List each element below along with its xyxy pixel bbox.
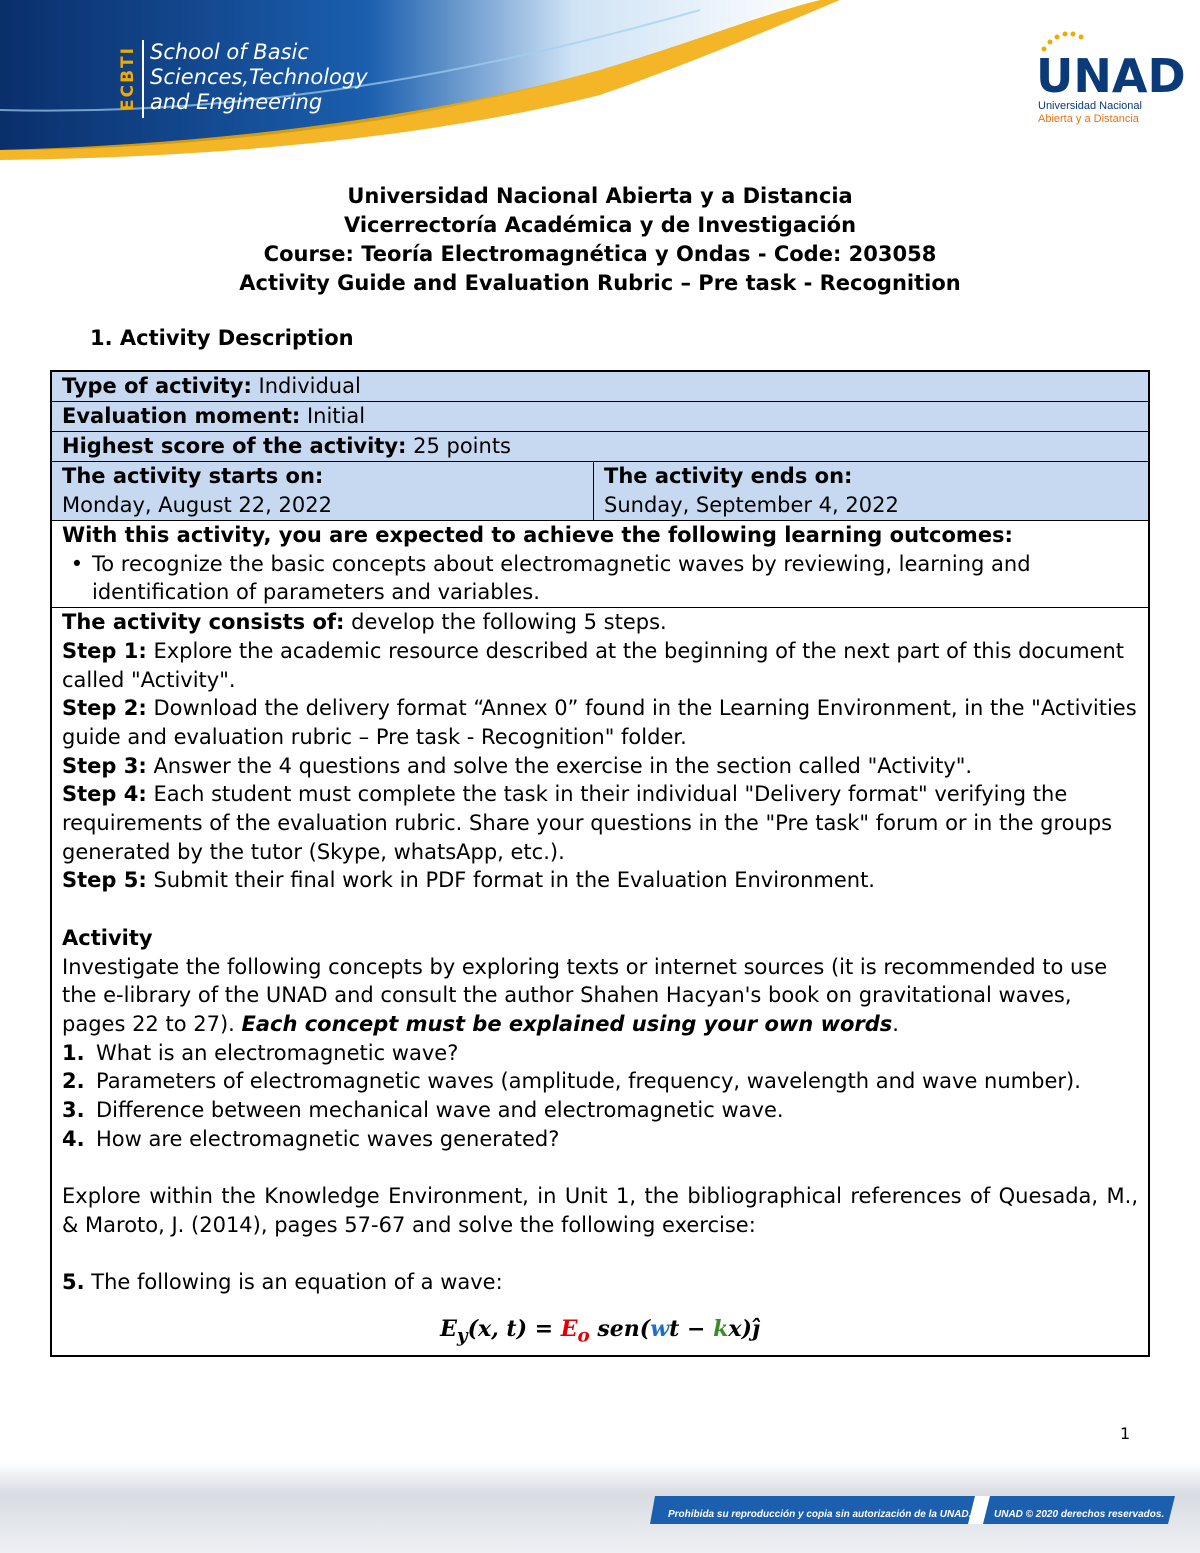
footer-disclaimer: Prohibida su reproducción y copia sin autorización de la UNAD. — [668, 1509, 972, 1520]
question-1: 1. What is an electromagnetic wave? — [62, 1040, 459, 1065]
step-1: Step 1: Explore the academic resource described at the beginning of the next part of this document called "Activity". — [62, 638, 1125, 692]
step-4: Step 4: Each student must complete the task in their individual "Delivery format" verifying the requirements of the evaluation rubric. Share your questions in the "Pre task" forum or in the groups generated by the tutor (Skype, whatsApp, etc.). — [62, 782, 1113, 864]
step-2: Step 2: Download the delivery format “Annex 0” found in the Learning Environment, in the "Activities guide and evaluation rubric – Pre task - Recognition" folder. — [62, 696, 1137, 749]
school-brand — [118, 40, 368, 118]
outcomes-heading: With this activity, you are expected to achieve the following learning outcomes: — [62, 523, 1013, 547]
outcomes-cell — [52, 521, 1148, 608]
school-name: School of Basic Sciences,Technology and Engineering — [150, 40, 368, 114]
outcome-item: • To recognize the basic concepts about electromagnetic waves by reviewing, learning and identification of parameters and variables. — [62, 550, 1138, 607]
section-heading: 1. Activity Description — [90, 326, 354, 350]
activity-intro: Investigate the following concepts by exploring texts or internet sources (it is recommended to use the e-library of the UNAD and consult the author Shahen Hacyan's book on gravitational waves, pages 22 to 27). Each concept must be explained using your own words. — [62, 954, 1108, 1036]
question-4: 4. How are electromagnetic waves generated? — [62, 1126, 560, 1151]
type-row: Type of activity: Individual — [52, 372, 1148, 402]
moment-row: Evaluation moment: Initial — [52, 402, 1148, 432]
explore-paragraph: Explore within the Knowledge Environment, in Unit 1, the bibliographical references of Quesada, M., & Maroto, J. (2014), pages 57-67 and solve the following exercise: — [62, 1184, 1138, 1237]
question-3: 3. Difference between mechanical wave and electromagnetic wave. — [62, 1098, 784, 1123]
logo-subtitle-1: Universidad Nacional — [1038, 100, 1142, 112]
svg-text:UNAD: UNAD — [1036, 49, 1186, 103]
activity-table — [50, 370, 1150, 1357]
dates-row — [52, 462, 1148, 521]
step-5: Step 5: Submit their final work in PDF format in the Evaluation Environment. — [62, 868, 875, 893]
wave-equation: $E_y(x$, $t) = E_o$ sen(wt − kx)ĵ — [440, 1315, 760, 1347]
end-date-cell: The activity ends on: Sunday, September 4, 2022 — [604, 464, 899, 517]
question-5: 5. The following is an equation of a wave: — [62, 1270, 503, 1295]
page-number: 1 — [1120, 1424, 1131, 1443]
footer-banner — [0, 1462, 1200, 1553]
score-row: Highest score of the activity: 25 points — [52, 432, 1148, 462]
ecbti-label: ECBTI — [118, 40, 144, 118]
step-3: Step 3: Answer the 4 questions and solve the exercise in the section called "Activity". — [62, 753, 973, 778]
start-date-cell: The activity starts on: Monday, August 22, 2022 — [52, 462, 594, 520]
consists-line: The activity consists of: develop the following 5 steps. — [62, 610, 667, 635]
logo-subtitle-2: Abierta y a Distancia — [1038, 113, 1139, 125]
bullet-icon: • — [70, 551, 84, 576]
question-2: 2. Parameters of electromagnetic waves (amplitude, frequency, wavelength and wave number). — [62, 1069, 1081, 1094]
document-title: Universidad Nacional Abierta y a Distancia Vicerrectoría Académica y de Investigación Course: Teoría Electromagnética y Ondas - Code: 203058 Activity Guide and Evaluation Rubric – Pre task - Recognition — [239, 184, 961, 295]
activity-heading: Activity — [62, 925, 153, 950]
activity-content-cell — [52, 608, 1148, 1355]
footer-copyright: UNAD © 2020 derechos reservados. — [994, 1509, 1165, 1520]
